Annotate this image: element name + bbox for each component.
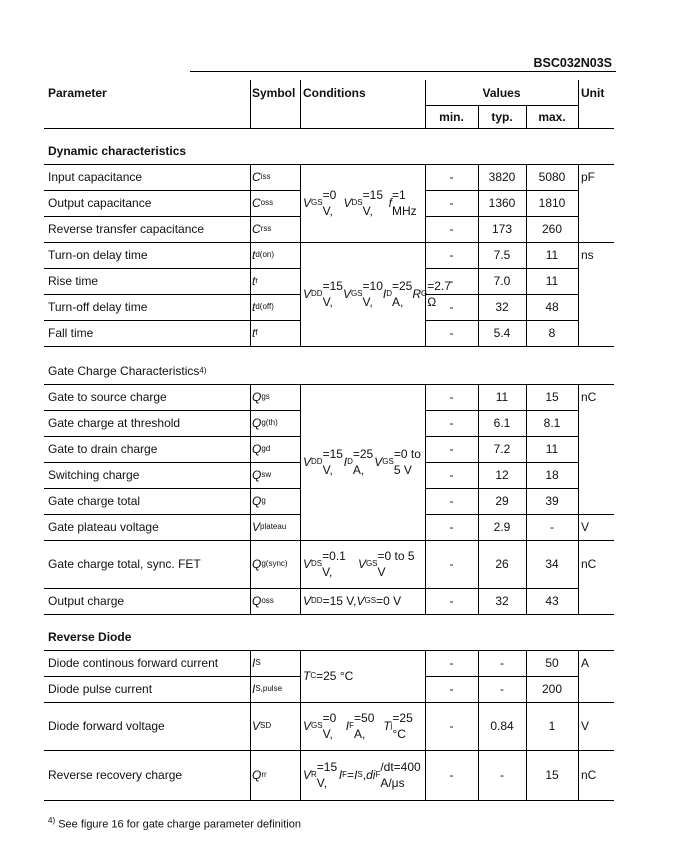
parameter-name: Input capacitance: [48, 170, 143, 184]
symbol: I S,pulse: [252, 682, 283, 696]
header-max: max.: [538, 110, 566, 124]
part-number: BSC032N03S: [533, 56, 612, 70]
condition-sync: V DS =0.1 V, V GS =0 to 5 V: [303, 549, 415, 579]
section-title: Dynamic characteristics: [48, 144, 187, 158]
unit: nC: [581, 390, 597, 404]
row-rule: [44, 128, 614, 129]
parameter-name: Diode continous forward current: [48, 656, 219, 670]
value-min: -: [449, 719, 454, 733]
symbol: Q g: [252, 494, 266, 508]
value-max: 39: [545, 494, 559, 508]
row-rule: [578, 540, 614, 541]
value-max: 1810: [538, 196, 566, 210]
symbol: C rss: [252, 222, 272, 236]
value-min: -: [449, 768, 454, 782]
value-min: -: [449, 170, 454, 184]
column-rule: [578, 80, 579, 128]
row-rule: [44, 346, 250, 347]
value-max: 50: [545, 656, 559, 670]
header-symbol: Symbol: [252, 86, 296, 100]
row-rule: [578, 750, 614, 751]
unit: pF: [581, 170, 596, 184]
value-typ: -: [500, 768, 504, 782]
value-min: -: [449, 416, 454, 430]
symbol: C iss: [252, 170, 271, 184]
footnote-mark: 4): [48, 816, 56, 825]
value-max: 43: [545, 594, 559, 608]
row-rule: [425, 614, 578, 615]
unit: V: [581, 719, 590, 733]
value-min: -: [449, 494, 454, 508]
value-min: -: [449, 390, 454, 404]
parameter-name: Output capacitance: [48, 196, 152, 210]
value-min: -: [449, 274, 454, 288]
value-typ: 3820: [488, 170, 516, 184]
symbol: Q g(sync): [252, 557, 288, 571]
symbol: I S: [252, 656, 261, 670]
column-rule: [425, 80, 426, 128]
value-typ: 26: [495, 557, 509, 571]
value-min: -: [449, 442, 454, 456]
value-max: 200: [541, 682, 563, 696]
row-rule: [578, 702, 614, 703]
parameter-name: Fall time: [48, 326, 94, 340]
value-max: 1: [548, 719, 556, 733]
value-min: -: [449, 594, 454, 608]
symbol: t d(off): [252, 300, 274, 314]
value-min: -: [449, 248, 454, 262]
column-rule: [300, 80, 301, 128]
condition-gate-charge: V DD =15 V, I D =25 A, V GS =0 to 5 V: [303, 447, 421, 477]
condition-diode-current: T C =25 °C: [303, 669, 354, 683]
value-max: 260: [541, 222, 563, 236]
value-typ: 12: [495, 468, 509, 482]
symbol: Q rr: [252, 768, 267, 782]
symbol: t r: [252, 274, 259, 288]
row-rule: [425, 105, 578, 106]
value-typ: 173: [491, 222, 513, 236]
value-typ: 1360: [488, 196, 516, 210]
header-values: Values: [482, 86, 521, 100]
header-conditions: Conditions: [303, 86, 366, 100]
parameter-name: Gate to drain charge: [48, 442, 158, 456]
parameter-name: Gate charge total: [48, 494, 141, 508]
value-max: 5080: [538, 170, 566, 184]
parameter-name: Output charge: [48, 594, 125, 608]
value-typ: -: [500, 656, 504, 670]
parameter-name: Gate to source charge: [48, 390, 167, 404]
header-typ: typ.: [491, 110, 513, 124]
row-rule: [300, 800, 425, 801]
value-min: -: [449, 222, 454, 236]
row-rule: [300, 346, 425, 347]
condition-forward-voltage: V GS =0 V, I F =50 A, T j =25 °C: [303, 711, 413, 741]
value-min: -: [449, 196, 454, 210]
row-rule: [578, 346, 614, 347]
symbol: Q g(th): [252, 416, 278, 430]
unit: A: [581, 656, 590, 670]
value-typ: 32: [495, 594, 509, 608]
symbol: t f: [252, 326, 258, 340]
value-max: -: [550, 520, 554, 534]
column-rule: [250, 80, 251, 128]
condition-capacitance: V GS =0 V, V DS =15 V, f =1 MHz: [303, 188, 417, 218]
value-max: 15: [545, 390, 559, 404]
value-typ: 29: [495, 494, 509, 508]
value-min: -: [449, 557, 454, 571]
footnote-text: See figure 16 for gate charge parameter definition: [58, 818, 301, 831]
value-typ: 2.9: [493, 520, 511, 534]
value-max: 11: [545, 442, 559, 456]
row-rule: [425, 346, 578, 347]
parameter-name: Diode forward voltage: [48, 719, 165, 733]
symbol: V plateau: [252, 520, 287, 534]
column-rule: [578, 650, 579, 800]
parameter-name: Turn-off delay time: [48, 300, 148, 314]
unit: ns: [581, 248, 594, 262]
column-rule: [526, 106, 527, 128]
value-typ: 5.4: [493, 326, 511, 340]
parameter-name: Reverse recovery charge: [48, 768, 183, 782]
symbol: t d(on): [252, 248, 275, 262]
value-min: -: [449, 520, 454, 534]
row-rule: [250, 800, 300, 801]
symbol: Q gs: [252, 390, 270, 404]
symbol: V SD: [252, 719, 272, 733]
parameter-name: Switching charge: [48, 468, 140, 482]
value-min: -: [449, 300, 454, 314]
row-rule: [578, 242, 614, 243]
column-rule: [578, 384, 579, 614]
value-max: 15: [545, 768, 559, 782]
symbol: Q gd: [252, 442, 271, 456]
row-rule: [578, 614, 614, 615]
value-max: 34: [545, 557, 559, 571]
value-max: 8: [548, 326, 556, 340]
symbol: C oss: [252, 196, 274, 210]
row-rule: [44, 800, 250, 801]
value-min: -: [449, 468, 454, 482]
row-rule: [44, 614, 250, 615]
value-min: -: [449, 682, 454, 696]
unit: nC: [581, 768, 597, 782]
value-typ: 7.5: [493, 248, 511, 262]
parameter-name: Gate charge total, sync. FET: [48, 557, 201, 571]
symbol: Q oss: [252, 594, 274, 608]
value-typ: 32: [495, 300, 509, 314]
header-parameter: Parameter: [48, 86, 107, 100]
condition-output-charge: V DD =15 V, V GS =0 V: [303, 594, 402, 608]
footnote: [48, 816, 301, 831]
column-rule: [578, 164, 579, 346]
value-typ: 7.2: [493, 442, 511, 456]
value-max: 18: [545, 468, 559, 482]
value-max: 11: [545, 248, 559, 262]
parameter-name: Gate plateau voltage: [48, 520, 159, 534]
value-max: 48: [545, 300, 559, 314]
section-title: Reverse Diode: [48, 630, 132, 644]
parameter-name: Reverse transfer capacitance: [48, 222, 205, 236]
value-max: 11: [545, 274, 559, 288]
parameter-name: Gate charge at threshold: [48, 416, 181, 430]
row-rule: [300, 614, 425, 615]
unit: V: [581, 520, 590, 534]
row-rule: [425, 800, 578, 801]
header-min: min.: [439, 110, 464, 124]
value-typ: 7.0: [493, 274, 511, 288]
value-min: -: [449, 326, 454, 340]
value-typ: -: [500, 682, 504, 696]
section-title: Gate Charge Characteristics 4): [48, 364, 207, 378]
symbol: Q sw: [252, 468, 272, 482]
value-min: -: [449, 656, 454, 670]
condition-switching: V DD =15 V, V GS =10 V, I D =25 A, R G =2.7 Ω: [303, 279, 451, 309]
row-rule: [578, 514, 614, 515]
parameter-name: Rise time: [48, 274, 99, 288]
row-rule: [250, 346, 300, 347]
parameter-name: Turn-on delay time: [48, 248, 148, 262]
row-rule: [578, 800, 614, 801]
parameter-name: Diode pulse current: [48, 682, 153, 696]
unit: nC: [581, 557, 597, 571]
value-typ: 6.1: [493, 416, 511, 430]
row-rule: [250, 614, 300, 615]
column-rule: [478, 106, 479, 128]
condition-recovery: V R =15 V, I F = I S , di F /dt=400 A/μs: [303, 760, 421, 790]
value-typ: 0.84: [490, 719, 514, 733]
value-max: 8.1: [543, 416, 561, 430]
value-typ: 11: [495, 390, 509, 404]
header-unit: Unit: [581, 86, 605, 100]
